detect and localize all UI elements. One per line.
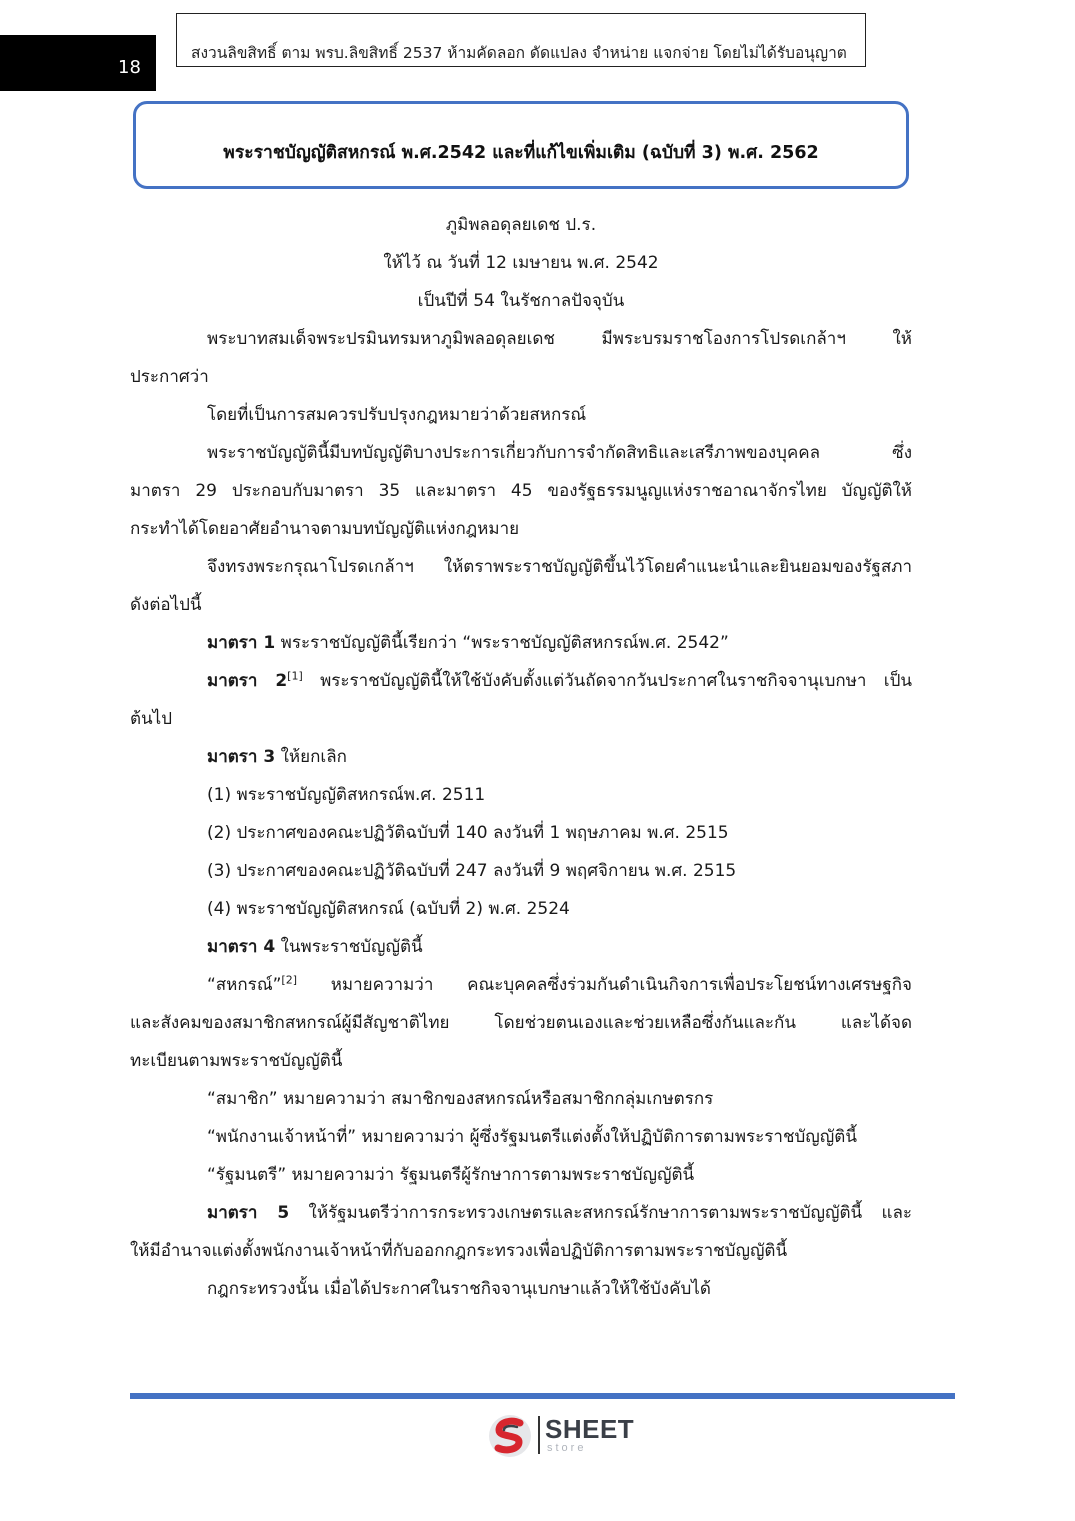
list-item: (3) ประกาศของคณะปฏิวัติฉบับที่ 247 ลงวันที่ 9 พฤศจิกายน พ.ศ. 2515 bbox=[207, 861, 737, 881]
paragraph-line: ประกาศว่า bbox=[130, 367, 209, 387]
section-2 bbox=[207, 670, 912, 692]
section-5 bbox=[207, 1202, 912, 1224]
document-title: พระราชบัญญัติสหกรณ์ พ.ศ.2542 และที่แก้ไขเพิ่มเติม (ฉบับที่ 3) พ.ศ. 2562 bbox=[223, 143, 819, 163]
footer-divider bbox=[130, 1393, 955, 1399]
section-label: มาตรา 4 bbox=[207, 937, 276, 957]
paragraph-line: ทะเบียนตามพระราชบัญญัตินี้ bbox=[130, 1051, 343, 1071]
section-label: มาตรา 3 bbox=[207, 747, 276, 767]
definition-text: หมายความว่า คณะบุคคลซึ่งร่วมกันดำเนินกิจการเพื่อประโยชน์ทางเศรษฐกิจ bbox=[297, 975, 912, 995]
footnote-ref: [2] bbox=[281, 973, 297, 987]
list-item: (4) พระราชบัญญัติสหกรณ์ (ฉบับที่ 2) พ.ศ. 2524 bbox=[207, 899, 570, 919]
definition-member: “สมาชิก” หมายความว่า สมาชิกของสหกรณ์หรือสมาชิกกลุ่มเกษตรกร bbox=[207, 1089, 714, 1109]
paragraph-line: และสังคมของสมาชิกสหกรณ์ผู้มีสัญชาติไทย โดยช่วยตนเองและช่วยเหลือซึ่งกันและกัน และได้จด bbox=[130, 1013, 912, 1033]
definition-cooperative bbox=[207, 974, 912, 996]
definition-officer: “พนักงานเจ้าหน้าที่” หมายความว่า ผู้ซึ่งรัฐมนตรีแต่งตั้งให้ปฏิบัติการตามพระราชบัญญัตินี้ bbox=[207, 1127, 857, 1147]
sheet-store-logo-icon bbox=[487, 1413, 533, 1459]
paragraph-line: พระราชบัญญัตินี้มีบทบัญญัติบางประการเกี่ยวกับการจำกัดสิทธิและเสรีภาพของบุคคล ซึ่ง bbox=[207, 443, 912, 463]
copyright-notice: สงวนลิขสิทธิ์ ตาม พรบ.ลิขสิทธิ์ 2537 ห้ามคัดลอก ดัดแปลง จำหน่าย แจกจ่าย โดยไม่ได้รับอนุญาต bbox=[191, 44, 847, 62]
paragraph-line: ดังต่อไปนี้ bbox=[130, 595, 202, 615]
paragraph-line: โดยที่เป็นการสมควรปรับปรุงกฎหมายว่าด้วยสหกรณ์ bbox=[207, 405, 587, 425]
section-label: มาตรา 1 bbox=[207, 633, 276, 653]
section-text: พระราชบัญญัตินี้เรียกว่า “พระราชบัญญัติสหกรณ์พ.ศ. 2542” bbox=[275, 633, 729, 653]
section-1 bbox=[207, 632, 729, 654]
section-3 bbox=[207, 746, 347, 768]
definition-minister: “รัฐมนตรี” หมายความว่า รัฐมนตรีผู้รักษาการตามพระราชบัญญัตินี้ bbox=[207, 1165, 695, 1185]
definition-term: “สหกรณ์” bbox=[207, 975, 282, 995]
section-text: ให้รัฐมนตรีว่าการกระทรวงเกษตรและสหกรณ์รักษาการตามพระราชบัญญัตินี้ และ bbox=[289, 1203, 913, 1223]
section-text: ในพระราชบัญญัตินี้ bbox=[275, 937, 423, 957]
preamble-king: ภูมิพลอดุลยเดช ป.ร. bbox=[445, 215, 597, 235]
preamble-given-date: ให้ไว้ ณ วันที่ 12 เมษายน พ.ศ. 2542 bbox=[383, 253, 659, 273]
list-item: (1) พระราชบัญญัติสหกรณ์พ.ศ. 2511 bbox=[207, 785, 486, 805]
preamble-reign-year: เป็นปีที่ 54 ในรัชกาลปัจจุบัน bbox=[417, 291, 625, 311]
list-item: (2) ประกาศของคณะปฏิวัติฉบับที่ 140 ลงวันที่ 1 พฤษภาคม พ.ศ. 2515 bbox=[207, 823, 729, 843]
paragraph-line: กระทำได้โดยอาศัยอำนาจตามบทบัญญัติแห่งกฎหมาย bbox=[130, 519, 520, 539]
logo-wordmark: SHEET bbox=[545, 1414, 635, 1444]
paragraph-line: จึงทรงพระกรุณาโปรดเกล้าฯ ให้ตราพระราชบัญญัติขึ้นไว้โดยคำแนะนำและยินยอมของรัฐสภา bbox=[207, 557, 912, 577]
paragraph-line: พระบาทสมเด็จพระปรมินทรมหาภูมิพลอดุลยเดช มีพระบรมราชโองการโปรดเกล้าฯ ให้ bbox=[207, 329, 912, 349]
section-label: มาตรา 2 bbox=[207, 671, 288, 691]
page-number: 18 bbox=[118, 57, 141, 78]
title-box bbox=[133, 101, 909, 189]
section-2-continued: ต้นไป bbox=[130, 709, 173, 729]
copyright-notice-box bbox=[176, 13, 866, 67]
footnote-ref: [1] bbox=[287, 669, 303, 683]
paragraph-line: มาตรา 29 ประกอบกับมาตรา 35 และมาตรา 45 ของรัฐธรรมนูญแห่งราชอาณาจักรไทย บัญญัติให้ bbox=[130, 481, 912, 501]
paragraph-line: กฎกระทรวงนั้น เมื่อได้ประกาศในราชกิจจานุเบกษาแล้วให้ใช้บังคับได้ bbox=[207, 1279, 711, 1299]
logo-separator bbox=[538, 1416, 540, 1454]
paragraph-line: ให้มีอำนาจแต่งตั้งพนักงานเจ้าหน้าที่กับออกกฎกระทรวงเพื่อปฏิบัติการตามพระราชบัญญัตินี้ bbox=[130, 1241, 788, 1261]
section-label: มาตรา 5 bbox=[207, 1203, 290, 1223]
section-text: ให้ยกเลิก bbox=[275, 747, 347, 767]
logo-subtext: store bbox=[547, 1442, 587, 1454]
section-text: พระราชบัญญัตินี้ให้ใช้บังคับตั้งแต่วันถัดจากวันประกาศในราชกิจจานุเบกษา เป็น bbox=[302, 671, 913, 691]
section-4 bbox=[207, 936, 423, 958]
